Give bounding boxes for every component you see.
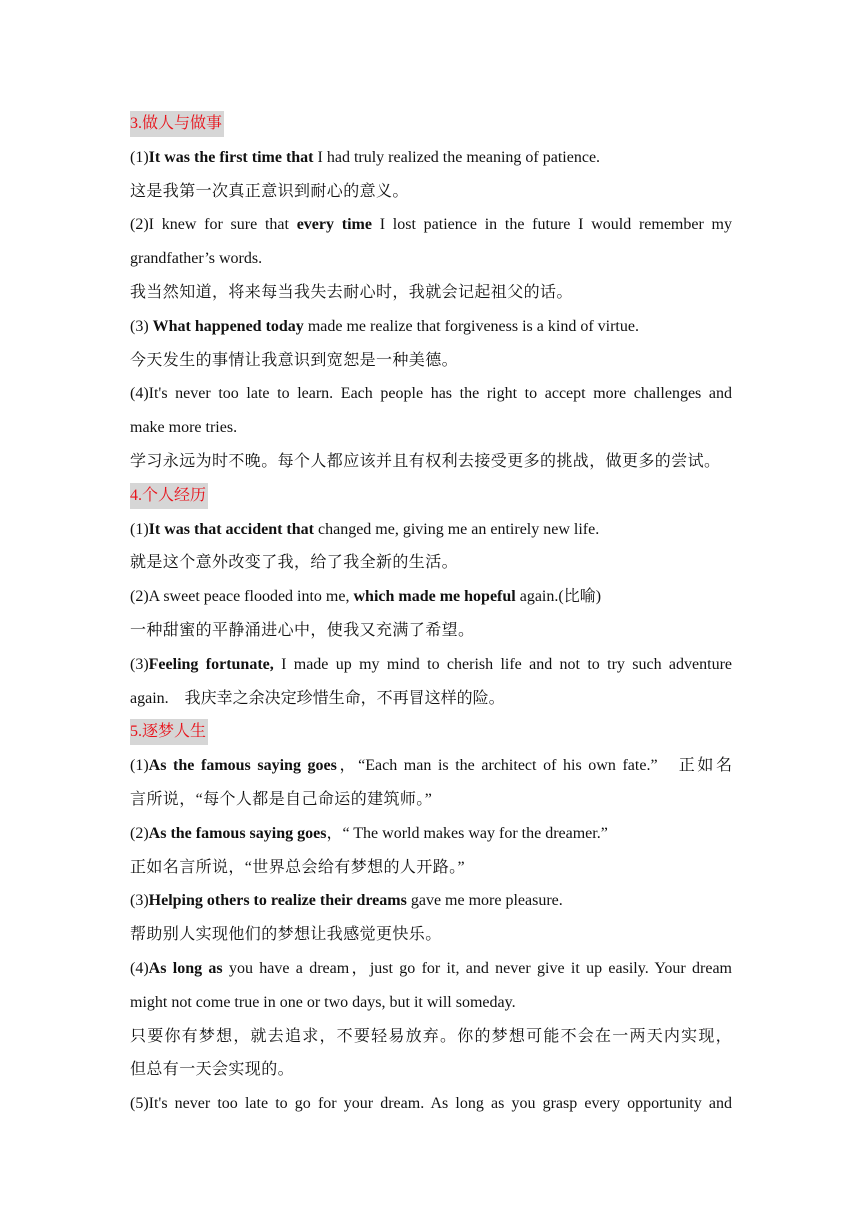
s3-p1-en: (1)It was the first time that I had truly realized the meaning of patience.	[130, 148, 601, 166]
s5-p4-en-line1: (4)As long as you have a dream，just go for it, and never give it up easily. Your dream	[130, 959, 732, 977]
s4-p2-zh: 一种甜蜜的平静涌进心中，使我又充满了希望。	[130, 621, 475, 639]
s3-p2-en-line1: (2)I knew for sure that every time I lost patience in the future I would remember my	[130, 216, 732, 234]
s3-p4-en-line1: (4)It's never too late to learn. Each people has the right to accept more challenges and	[130, 385, 732, 403]
s3-p4-zh: 学习永远为时不晚。每个人都应该并且有权利去接受更多的挑战，做更多的尝试。	[130, 452, 721, 470]
s5-p3-zh: 帮助别人实现他们的梦想让我感觉更快乐。	[130, 926, 442, 944]
s5-p3-en: (3)Helping others to realize their dreams gave me more pleasure.	[130, 892, 563, 910]
section-heading-3: 3.做人与做事	[130, 107, 732, 141]
s4-p3-en-line1: (3)Feeling fortunate, I made up my mind to cherish life and not to try such adventure	[130, 655, 732, 673]
s3-p1-zh: 这是我第一次真正意识到耐心的意义。	[130, 182, 409, 200]
s5-p2-zh: 正如名言所说，“世界总会给有梦想的人开路。”	[130, 858, 466, 876]
section-heading-5: 5.逐梦人生	[130, 715, 732, 749]
s5-p1-line2: 言所说，“每个人都是自己命运的建筑师。”	[130, 790, 433, 808]
s5-p5-en-line1: (5)It's never too late to go for your dream. As long as you grasp every opportunity and	[130, 1095, 732, 1113]
s3-p2-zh: 我当然知道，将来每当我失去耐心时，我就会记起祖父的话。	[130, 283, 573, 301]
s5-p4-zh-line1: 只要你有梦想，就去追求，不要轻易放弃。你的梦想可能不会在一两天内实现，	[130, 1027, 732, 1045]
s4-p1-en: (1)It was that accident that changed me, giving me an entirely new life.	[130, 520, 600, 538]
s4-p2-en: (2)A sweet peace flooded into me, which made me hopeful again.(比喻)	[130, 588, 602, 606]
s3-p3-en: (3) What happened today made me realize that forgiveness is a kind of virtue.	[130, 317, 639, 335]
s3-p3-zh: 今天发生的事情让我意识到宽恕是一种美德。	[130, 351, 459, 369]
s5-p4-en-line2: might not come true in one or two days, but it will someday.	[130, 993, 516, 1011]
s5-p2-en: (2)As the famous saying goes，“ The world makes way for the dreamer.”	[130, 824, 608, 842]
section-heading-4: 4.个人经历	[130, 479, 732, 513]
s4-p1-zh: 就是这个意外改变了我，给了我全新的生活。	[130, 554, 459, 572]
s4-p3-line2: again. 我庆幸之余决定珍惜生命，不再冒这样的险。	[130, 689, 505, 707]
s5-p4-zh-line2: 但总有一天会实现的。	[130, 1061, 295, 1079]
s5-p1-line1: (1)As the famous saying goes，“Each man is the architect of his own fate.” 正如名	[130, 757, 732, 775]
s3-p4-en-line2: make more tries.	[130, 419, 238, 437]
s3-p2-en-line2: grandfather’s words.	[130, 250, 263, 268]
